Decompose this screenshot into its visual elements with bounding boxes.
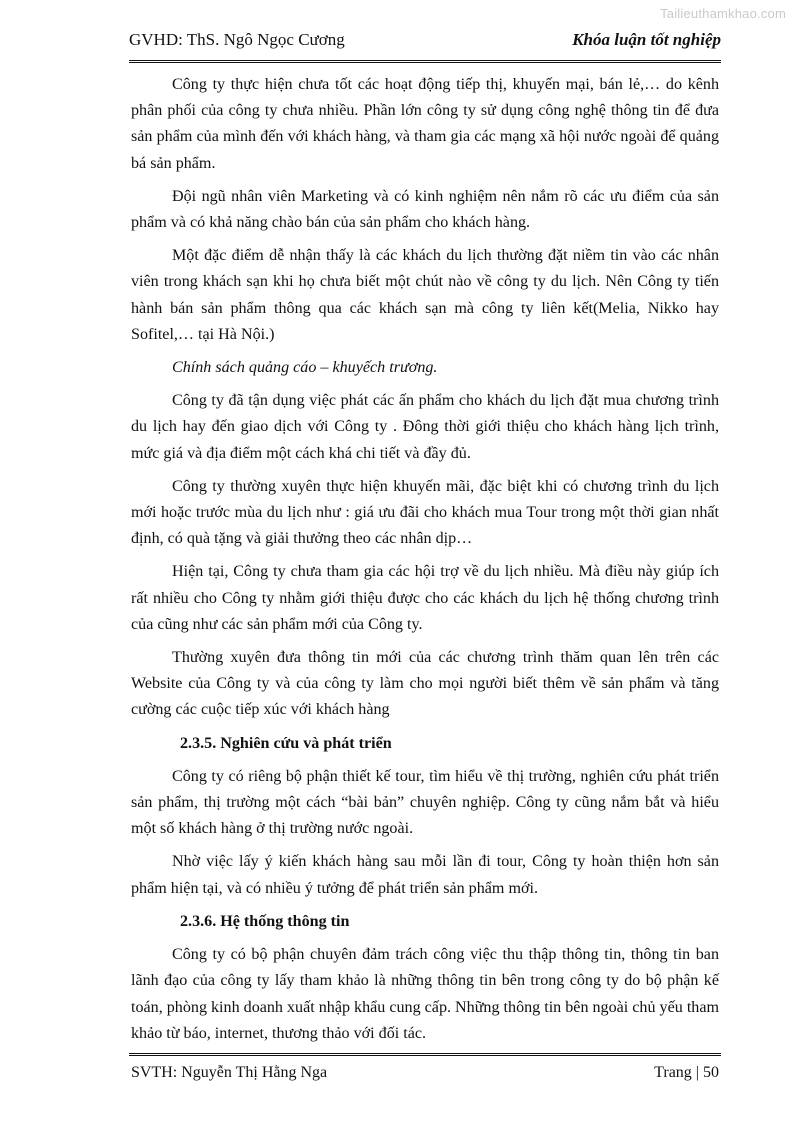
page-body (131, 72, 719, 1054)
section-heading: 2.3.5. Nghiên cứu và phát triển (180, 734, 392, 752)
paragraph: Công ty đã tận dụng việc phát các ấn phẩm cho khách du lịch đặt mua chương trình du lịch hay đến giao dịch với Công ty . Đông thời giới thiệu cho khách hàng lịch trình, mức giá và địa điểm một cách khá chi tiết và đầy đủ. (131, 392, 719, 462)
paragraph: Công ty có riêng bộ phận thiết kế tour, tìm hiểu về thị trường, nghiên cứu phát triển sản phẩm, thị trường một cách “bài bản” chuyên nghiệp. Công ty cũng nắm bắt và hiểu một số khách hàng ở thị trường nước ngoài. (131, 767, 719, 838)
paragraph: Hiện tại, Công ty chưa tham gia các hội trợ về du lịch nhiều. Mà điều này giúp ích rất nhiều cho Công ty nhằm giới thiệu được cho các khách du lịch hệ thống chương trình của cũng như các sản phẩm mới của Công ty. (131, 563, 719, 633)
paragraph: Công ty thường xuyên thực hiện khuyến mãi, đặc biệt khi có chương trình du lịch mới hoặc trước mùa du lịch như : giá ưu đãi cho khách mua Tour trong một thời gian nhất định, có quà tặng và giải thưởng theo các nhân dịp… (131, 477, 719, 548)
paragraph: Đội ngũ nhân viên Marketing và có kinh nghiệm nên nắm rõ các ưu điểm của sản phẩm và có khả năng chào bán của sản phẩm cho khách hàng. (131, 187, 719, 232)
page-header (129, 30, 721, 63)
paragraph: Một đặc điểm dễ nhận thấy là các khách du lịch thường đặt niềm tin vào các nhân viên trong khách sạn khi họ chưa biết một chút nào về công ty du lịch. Nên Công ty tiến hành bán sản phẩm thông qua các khách sạn mà công ty liên kết(Melia, Nikko hay Sofitel,… tại Hà Nội.) (131, 247, 719, 343)
header-title: Khóa luận tốt nghiệp (572, 30, 721, 49)
footer-student: SVTH: Nguyễn Thị Hằng Nga (131, 1064, 328, 1081)
paragraph: Công ty thực hiện chưa tốt các hoạt động tiếp thị, khuyến mại, bán lẻ,… do kênh phân phối của công ty chưa nhiều. Phần lớn công ty sử dụng công nghệ thông tin để đưa sản phẩm của mình đến với khách hàng, và tham gia các mạng xã hội nước ngoài để quảng bá sản phẩm. (131, 76, 719, 172)
section-heading: 2.3.6. Hệ thống thông tin (180, 912, 350, 930)
page-number: Trang | 50 (654, 1064, 719, 1081)
paragraph: Thường xuyên đưa thông tin mới của các chương trình thăm quan lên trên các Website của Công ty và của công ty làm cho mọi người biết thêm về sản phẩm và tăng cường các cuộc tiếp xúc với khách hàng (131, 649, 719, 719)
header-advisor: GVHD: ThS. Ngô Ngọc Cương (129, 30, 345, 49)
subheading-italic: Chính sách quảng cáo – khuyếch trương. (172, 359, 438, 377)
watermark: Tailieuthamkhao.com (660, 6, 786, 21)
page-footer (129, 1053, 721, 1088)
paragraph: Công ty có bộ phận chuyên đảm trách công việc thu thập thông tin, thông tin ban lãnh đạo của công ty lấy tham khảo là những thông tin bên trong công ty do bộ phận kế toán, phòng kinh doanh xuất nhập khẩu cung cấp. Những thông tin bên ngoài chủ yếu tham khảo từ báo, internet, thương thảo với đối tác. (131, 946, 719, 1042)
paragraph: Nhờ việc lấy ý kiến khách hàng sau mỗi lần đi tour, Công ty hoàn thiện hơn sản phẩm hiện tại, và có nhiều ý tưởng để phát triển sản phẩm mới. (131, 853, 719, 897)
